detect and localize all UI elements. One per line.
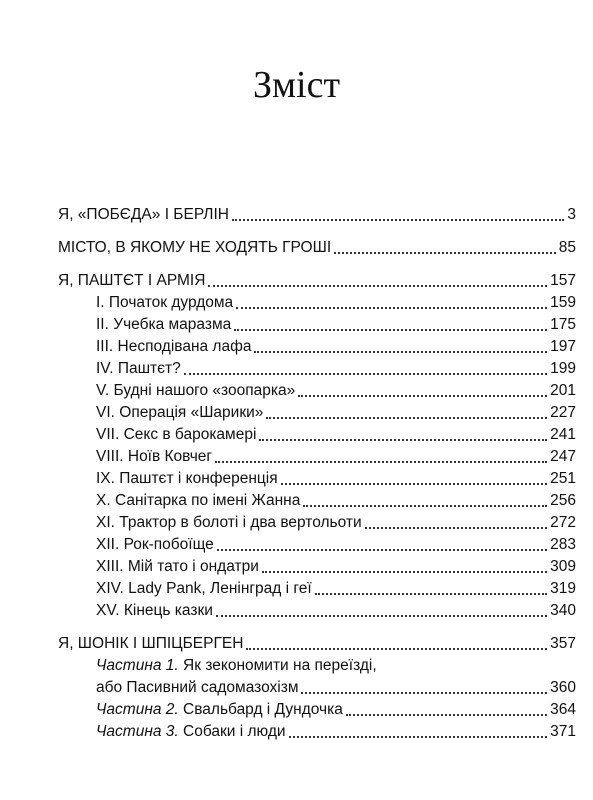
dot-leader [234,328,547,331]
dot-leader [236,306,547,309]
toc-page-number: 3 [567,206,576,223]
toc-chapter [96,358,576,380]
toc-label: Собаки і люди [183,723,286,740]
dot-leader [315,592,548,595]
toc-section-4 [58,633,576,655]
toc-part-prefix: Частина 1. [96,657,179,674]
toc-label: Як зекономити на переїзді, [183,657,377,674]
toc-label: II. Учебка маразма [96,316,232,333]
toc-page-number: 360 [550,679,576,696]
dot-leader [281,482,547,485]
dot-leader [266,416,547,419]
toc-label: XIV. Lady Pank, Ленінград і геї [96,580,312,597]
toc-page-number: 251 [550,470,576,487]
toc-label: IV. Паштєт? [96,360,181,377]
dot-leader [246,647,547,650]
toc-chapter [96,468,576,490]
toc-page-number: 247 [550,448,576,465]
toc-page-number: 272 [550,514,576,531]
dot-leader [289,735,548,738]
toc-page-number: 175 [550,316,576,333]
toc-section-2 [58,237,576,259]
toc-page-number: 357 [550,635,576,652]
toc-label: XV. Кінець казки [96,602,213,619]
toc-label: X. Санітарка по імені Жанна [96,492,301,509]
toc-chapter [96,292,576,314]
dot-leader [259,438,547,441]
toc-part-line2 [96,677,576,699]
toc-chapter [96,380,576,402]
toc-page-number: 371 [550,723,576,740]
toc-label: III. Несподівана лафа [96,338,252,355]
toc-chapter [96,534,576,556]
toc-section-3 [58,270,576,292]
toc-label: Свальбард і Дундочка [183,701,343,718]
toc-chapter [96,578,576,600]
dot-leader [303,504,547,507]
toc-label-continued: або Пасивний садомазохізм [96,679,299,696]
toc-label: Я, ПАШТЄТ І АРМІЯ [58,272,206,289]
toc-page-number: 340 [550,602,576,619]
dot-leader [365,526,547,529]
toc-part-prefix: Частина 3. [96,723,179,740]
toc-page-number: 309 [550,558,576,575]
dot-leader [215,460,547,463]
dot-leader [301,691,547,694]
toc-chapter [96,336,576,358]
toc-page-number: 283 [550,536,576,553]
toc-page-number: 197 [550,338,576,355]
toc-page-number: 85 [558,239,576,256]
toc-chapter [96,556,576,578]
toc-chapter [96,424,576,446]
toc-page-number: 159 [550,294,576,311]
toc-page-number: 319 [550,580,576,597]
toc-label: VIII. Ноїв Ковчег [96,448,213,465]
toc-label: Я, «ПОБЄДА» І БЕРЛІН [58,206,229,223]
toc-label: XII. Рок-побоїще [96,536,214,553]
dot-leader [217,548,547,551]
toc-label: XIII. Мій тато і ондатри [96,558,259,575]
toc-label: Я, ШОНІК І ШПІЦБЕРГЕН [58,635,244,652]
dot-leader [298,394,547,397]
toc-label: VII. Секс в барокамері [96,426,257,443]
toc-label: XI. Трактор в болоті і два вертольоти [96,514,362,531]
toc-page-number: 157 [550,272,576,289]
toc-label: IX. Паштєт і конференція [96,470,278,487]
toc-part [96,699,576,721]
toc-chapter [96,402,576,424]
toc-chapter [96,446,576,468]
dot-leader [334,251,556,254]
toc-label: I. Початок дурдома [96,294,234,311]
toc-page-number: 256 [550,492,576,509]
toc-section-1 [58,204,576,226]
toc-page-number: 364 [550,701,576,718]
toc-part [96,655,576,699]
toc-label: VI. Операція «Шарики» [96,404,264,421]
dot-leader [184,372,547,375]
dot-leader [216,614,547,617]
toc-label: МІСТО, В ЯКОМУ НЕ ХОДЯТЬ ГРОШІ [58,239,332,256]
dot-leader [208,284,547,287]
toc-page-number: 241 [550,426,576,443]
toc-page-number: 199 [550,360,576,377]
dot-leader [254,350,547,353]
dot-leader [232,218,564,221]
toc-page-number: 227 [550,404,576,421]
dot-leader [262,570,547,573]
toc-part-prefix: Частина 2. [96,701,179,718]
toc-chapter [96,314,576,336]
toc-part-line1 [96,655,576,677]
dot-leader [346,713,547,716]
toc-part [96,721,576,743]
page-title: Зміст [252,64,341,106]
toc-label: V. Будні нашого «зоопарка» [96,382,296,399]
toc-page-number: 201 [550,382,576,399]
toc-chapter [96,512,576,534]
toc-chapter [96,600,576,622]
toc-chapter [96,490,576,512]
